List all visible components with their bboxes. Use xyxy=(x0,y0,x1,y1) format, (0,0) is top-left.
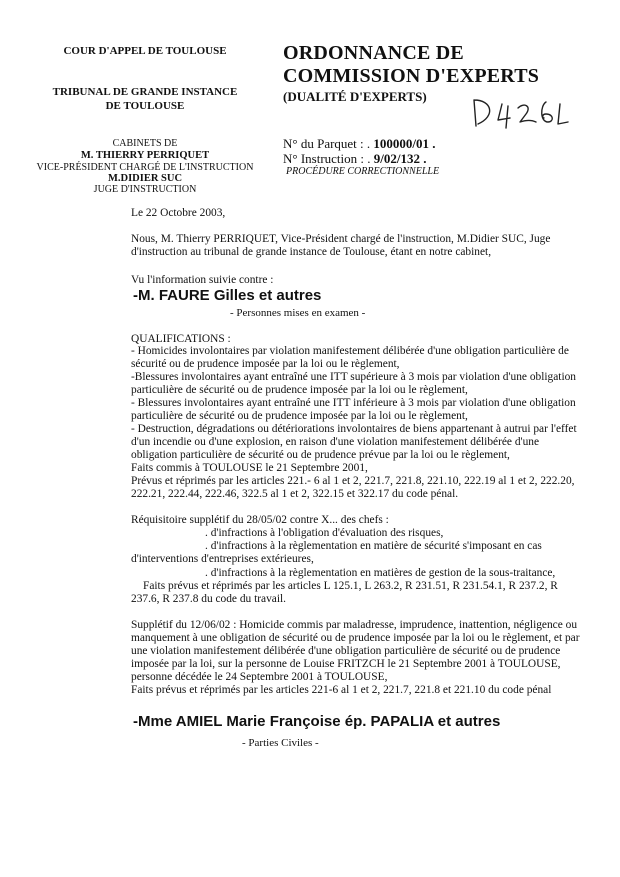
accused-name: -M. FAURE Gilles et autres xyxy=(133,287,322,304)
cabinets-label: CABINETS DE xyxy=(112,138,178,149)
suppletif-paragraph xyxy=(131,619,580,697)
title-line2: COMMISSION D'EXPERTS xyxy=(283,65,540,87)
parquet-label: N° du Parquet : . xyxy=(283,136,371,151)
qualification-line: -Blessures involontaires ayant entraîné une ITT supérieure à 3 mois par violation d'une obligation xyxy=(131,371,577,383)
qualification-line: particulière de sécurité ou de prudence imposée par la loi ou le règlement, xyxy=(131,384,468,396)
judge1-title: VICE-PRÉSIDENT CHARGÉ DE L'INSTRUCTION xyxy=(36,162,254,173)
parquet-number: 100000/01 . xyxy=(373,136,436,151)
qualification-line: Faits commis à TOULOUSE le 21 Septembre 2001, xyxy=(131,462,368,474)
requisitoire-item: . d'infractions à la règlementation en matières de gestion de la sous-traitance, xyxy=(205,567,556,579)
qualification-line: 222.21, 222.44, 222.46, 322.5 al 1 et 2, 322.15 et 322.17 du code pénal. xyxy=(131,488,459,500)
intro-paragraph xyxy=(131,233,580,259)
court-name: COUR D'APPEL DE TOULOUSE xyxy=(63,45,227,57)
qualification-line: - Homicides involontaires par violation manifestement délibérée d'une obligation particulière de xyxy=(131,345,569,357)
requisitoire-faits-line: 237.6, R 237.8 du code du travail. xyxy=(131,593,287,605)
qualification-line: obligation particulière de sécurité ou de prudence prévue par la loi ou le règlement, xyxy=(131,449,510,461)
qualification-line: sécurité ou de prudence imposée par la loi ou le règlement, xyxy=(131,358,400,370)
document-subtitle: (DUALITÉ D'EXPERTS) xyxy=(283,89,427,104)
title-line1: ORDONNANCE DE xyxy=(283,42,464,64)
document-title xyxy=(283,42,539,88)
civil-party-note: - Parties Civiles - xyxy=(242,737,319,749)
information-label: Vu l'information suivie contre : xyxy=(131,274,274,286)
intro-line: d'instruction au tribunal de grande instance de Toulouse, étant en notre cabinet, xyxy=(131,246,492,258)
qualification-line: - Destruction, dégradations ou détériorations involontaires de biens appartenant à autrui par l'effet xyxy=(131,423,577,435)
requisitoire-items xyxy=(205,527,580,553)
accused-note: - Personnes mises en examen - xyxy=(230,307,366,319)
requisitoire-faits-line: Faits prévus et réprimés par les articles L 125.1, L 263.2, R 231.51, R 231.54.1, R 237.2, R xyxy=(143,580,558,592)
suppletif-line: manquement à une obligation de sécurité ou de prudence imposée par la loi ou le règlement, et par xyxy=(131,632,580,644)
qualifications-title: QUALIFICATIONS : xyxy=(131,333,231,345)
intro-line: Nous, M. Thierry PERRIQUET, Vice-Président chargé de l'instruction, M.Didier SUC, Juge xyxy=(131,233,551,245)
judge1-name: M. THIERRY PERRIQUET xyxy=(80,150,210,161)
tribunal-line2: DE TOULOUSE xyxy=(105,100,185,112)
qualification-line: Prévus et réprimés par les articles 221.- 6 al 1 et 2, 221.7, 221.8, 221.10, 222.19 al 1 et 2, 222.20, xyxy=(131,475,575,487)
requisitoire-item: . d'infractions à l'obligation d'évaluation des risques, xyxy=(205,527,444,539)
judge2-name: M.DIDIER SUC xyxy=(107,173,183,184)
civil-party-name: -Mme AMIEL Marie Françoise ép. PAPALIA et autres xyxy=(133,713,501,730)
qualifications-list xyxy=(131,345,580,501)
qualification-line: d'un incendie ou d'une explosion, en raison d'une violation manifestement délibérée d'une xyxy=(131,436,540,448)
document-date: Le 22 Octobre 2003, xyxy=(131,207,226,219)
requisitoire-title: Réquisitoire supplétif du 28/05/02 contre X... des chefs : xyxy=(131,514,389,526)
requisitoire-item: . d'infractions à la règlementation en matière de sécurité s'imposant en cas xyxy=(205,540,542,552)
suppletif-line: imposée par la loi, sur la personne de Louise FRITZCH le 21 Septembre 2001 à TOULOUSE, xyxy=(131,658,561,670)
handwritten-number-stamp xyxy=(466,88,570,134)
qualification-line: - Blessures involontaires ayant entraîné une ITT inférieure à 3 mois par violation d'une obligation xyxy=(131,397,576,409)
instruction-label: N° Instruction : . xyxy=(283,151,371,166)
suppletif-line: Supplétif du 12/06/02 : Homicide commis par maladresse, imprudence, inattention, négligence ou xyxy=(131,619,578,631)
reference-block xyxy=(283,136,436,166)
qualification-line: particulière de sécurité ou de prudence imposée par la loi ou le règlement, xyxy=(131,410,468,422)
suppletif-line: personne décédée le 24 Septembre 2001 à TOULOUSE, xyxy=(131,671,388,683)
tribunal-line1: TRIBUNAL DE GRANDE INSTANCE xyxy=(52,86,238,98)
instruction-number: 9/02/132 . xyxy=(373,151,427,166)
suppletif-line: Faits prévus et réprimés par les articles 221-6 al 1 et 2, 221.7, 221.8 et 221.10 du code pénal xyxy=(131,684,552,696)
requisitoire-continuation: d'interventions d'entreprises extérieures, xyxy=(131,553,314,565)
procedure-type: PROCÉDURE CORRECTIONNELLE xyxy=(286,166,440,177)
suppletif-line: une violation manifestement délibérée d'une obligation particulière de sécurité ou de prudence xyxy=(131,645,561,657)
judge2-title: JUGE D'INSTRUCTION xyxy=(93,184,197,195)
